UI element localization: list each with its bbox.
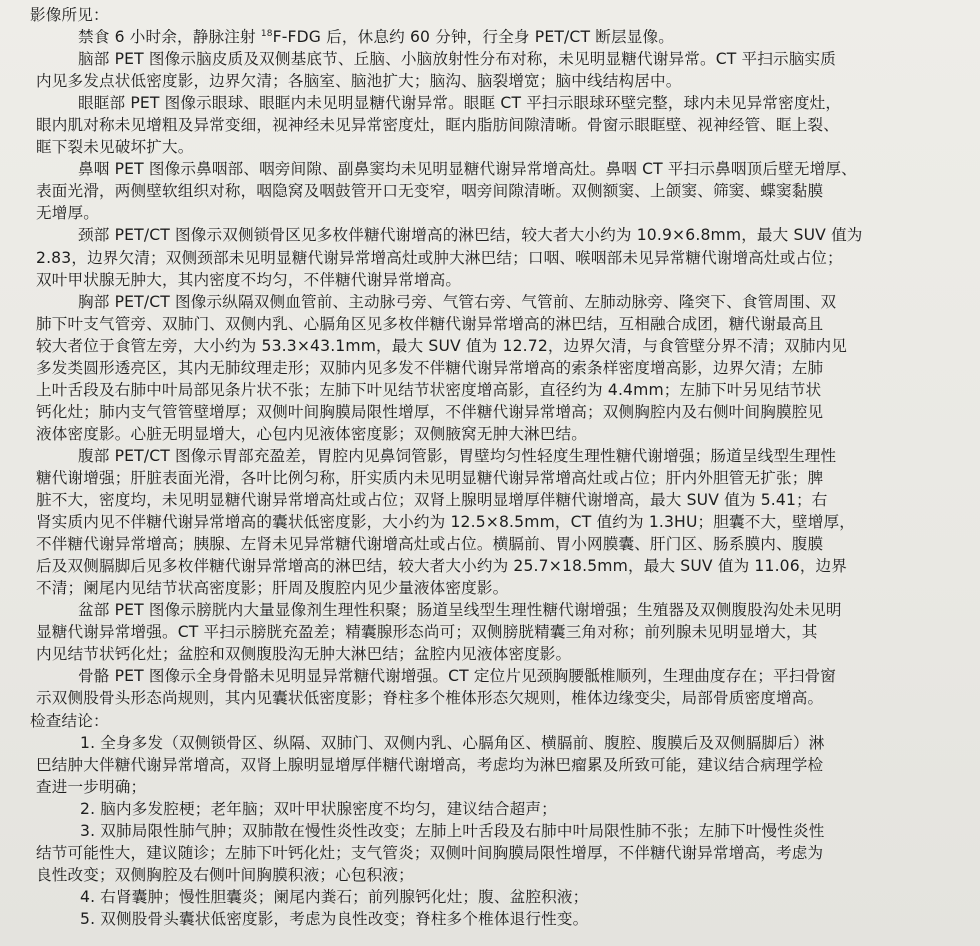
orbit-line-3: 眶下裂未见破坏扩大。 [36, 138, 194, 157]
conclusion-1-line-1: 1. 全身多发（双侧锁骨区、纵隔、双肺门、双侧内乳、心膈角区、横膈前、腹腔、腹膜后及双侧膈脚后）淋 [80, 733, 825, 752]
abdomen-line-3: 脏不大，密度均，未见明显糖代谢异常增高灶或占位；双肾上腺明显增厚伴糖代谢增高，最大 SUV 值为 5.41；右 [36, 491, 828, 510]
orbit-line-2: 眼内肌对称未见增粗及异常变细，视神经未见异常密度灶，眶内脂肪间隙清晰。骨窗示眼眶壁、视神经管、眶上裂、 [36, 116, 839, 135]
pelvis-line-2: 显糖代谢异常增强。CT 平扫示膀胱充盈差；精囊腺形态尚可；双侧膀胱精囊三角对称；前列腺未见明显增大，其 [36, 623, 818, 642]
nasopharynx-line-3: 无增厚。 [36, 204, 99, 223]
conclusion-3-line-1: 3. 双肺局限性肺气肿；双肺散在慢性炎性改变；左肺上叶舌段及右肺中叶局限性肺不张；左肺下叶慢性炎性 [80, 821, 825, 840]
chest-line-6: 钙化灶；肺内支气管管壁增厚；双侧叶间胸膜局限性增厚，不伴糖代谢异常增高；双侧胸腔内及右侧叶间胸膜腔见 [36, 402, 824, 421]
conclusion-3-line-3: 良性改变；双侧胸腔及右侧叶间胸膜积液；心包积液； [36, 865, 414, 884]
abdomen-line-5: 不伴糖代谢异常增高；胰腺、左肾未见异常糖代谢增高灶或占位。横膈前、胃小网膜囊、肝门区、肠系膜内、腹膜 [36, 535, 824, 554]
conclusion-3-line-2: 结节可能性大，建议随诊；左肺下叶钙化灶；支气管炎；双侧叶间胸膜局限性增厚，不伴糖代谢异常增高，考虑为 [36, 843, 824, 862]
brain-line-2: 内见多发点状低密度影，边界欠清；各脑室、脑池扩大；脑沟、脑裂增宽；脑中线结构居中。 [36, 72, 682, 91]
findings-heading: 影像所见： [30, 6, 109, 24]
chest-line-7: 液体密度影。心脏无明显增大，心包内见液体密度影；双侧腋窝无肿大淋巴结。 [36, 424, 588, 443]
chest-line-5: 上叶舌段及右肺中叶局部见条片状不张；左肺下叶见结节状密度增高影，直径约为 4.4mm；左肺下叶另见结节状 [36, 380, 822, 399]
orbit-line-1: 眼眶部 PET 图像示眼球、眼眶内未见明显糖代谢异常。眼眶 CT 平扫示眼球环壁完整，球内未见异常密度灶， [78, 94, 842, 113]
prep-text-post: F-FDG 后，休息约 60 分钟，行全身 PET/CT 断层显像。 [272, 28, 674, 47]
conclusion-heading: 检查结论： [30, 711, 109, 730]
chest-line-4: 多发类圆形透亮区，其内无肺纹理走形；双肺内见多发不伴糖代谢异常增高的索条样密度增高影，边界欠清；左肺 [36, 358, 824, 377]
conclusion-5-line-1: 5. 双侧股骨头囊状低密度影，考虑为良性改变；脊柱多个椎体退行性变。 [80, 909, 589, 928]
abdomen-line-6: 后及双侧膈脚后见多枚伴糖代谢异常增高的淋巴结，较大者大小约为 25.7×18.5mm，最大 SUV 值为 11.06，边界 [36, 557, 848, 576]
nasopharynx-line-1: 鼻咽 PET 图像示鼻咽部、咽旁间隙、副鼻窦均未见明显糖代谢异常增高灶。鼻咽 CT 平扫示鼻咽顶后壁无增厚、 [78, 160, 857, 179]
abdomen-line-2: 糖代谢增强；肝脏表面光滑，各叶比例匀称，肝实质内未见明显糖代谢异常增高灶或占位；肝内外胆管无扩张；脾 [36, 468, 824, 487]
chest-line-1: 胸部 PET/CT 图像示纵隔双侧血管前、主动脉弓旁、气管右旁、气管前、左肺动脉旁、隆突下、食管周围、双 [78, 292, 837, 311]
abdomen-line-4: 肾实质内见不伴糖代谢异常增高的囊状低密度影，大小约为 12.5×8.5mm，CT 值约为 1.3HU；胆囊不大，壁增厚， [36, 513, 855, 532]
nasopharynx-line-2: 表面光滑，两侧壁软组织对称，咽隐窝及咽鼓管开口无变窄，咽旁间隙清晰。双侧额窦、上颌窦、筛窦、蝶窦黏膜 [36, 182, 824, 201]
bone-line-2: 示双侧股骨头形态尚规则，其内见囊状低密度影；脊柱多个椎体形态欠规则，椎体边缘变尖，局部骨质密度增高。 [36, 689, 824, 708]
prep-line [36, 26, 966, 48]
isotope-superscript: 18 [260, 28, 273, 39]
abdomen-line-1: 腹部 PET/CT 图像示胃部充盈差，胃腔内见鼻饲管影，胃壁均匀性轻度生理性糖代谢增强；肠道呈线型生理性 [78, 446, 837, 465]
conclusion-1-line-2: 巴结肿大伴糖代谢异常增高，双肾上腺明显增厚伴糖代谢增高，考虑均为淋巴瘤累及所致可能，建议结合病理学检 [36, 755, 824, 774]
abdomen-line-7: 不清；阑尾内见结节状高密度影；肝周及腹腔内见少量液体密度影。 [36, 579, 509, 598]
bone-line-1: 骨骼 PET 图像示全身骨骼未见明显异常糖代谢增强。CT 定位片见颈胸腰骶椎顺列，生理曲度存在；平扫骨窗 [78, 667, 836, 686]
chest-line-3: 较大者位于食管左旁，大小约为 53.3×43.1mm，最大 SUV 值为 12.72，边界欠清，与食管壁分界不清；双肺内见 [36, 336, 848, 355]
pelvis-line-3: 内见结节状钙化灶；盆腔和双侧腹股沟无肿大淋巴结；盆腔内见液体密度影。 [36, 645, 572, 664]
neck-line-3: 双叶甲状腺无肿大，其内密度不均匀，不伴糖代谢异常增高。 [36, 270, 462, 289]
neck-line-1: 颈部 PET/CT 图像示双侧锁骨区见多枚伴糖代谢增高的淋巴结，较大者大小约为 10.9×6.8mm，最大 SUV 值为 [78, 226, 863, 245]
prep-text-pre: 禁食 6 小时余，静脉注射 [78, 28, 261, 47]
pelvis-line-1: 盆部 PET 图像示膀胱内大量显像剂生理性积聚；肠道呈线型生理性糖代谢增强；生殖器及双侧腹股沟处未见明 [78, 601, 842, 620]
conclusion-2-line-1: 2. 脑内多发腔梗；老年脑；双叶甲状腺密度不均匀，建议结合超声； [80, 799, 557, 818]
conclusion-1-line-3: 查进一步明确； [36, 777, 147, 796]
conclusion-4-line-1: 4. 右肾囊肿；慢性胆囊炎；阑尾内粪石；前列腺钙化灶；腹、盆腔积液； [80, 887, 589, 906]
brain-line-1: 脑部 PET 图像示脑皮质及双侧基底节、丘脑、小脑放射性分布对称，未见明显糖代谢异常。CT 平扫示脑实质 [78, 50, 836, 69]
neck-line-2: 2.83，边界欠清；双侧颈部未见明显糖代谢异常增高灶或肿大淋巴结；口咽、喉咽部未见异常糖代谢增高灶或占位； [36, 248, 843, 267]
chest-line-2: 肺下叶支气管旁、双肺门、双侧内乳、心膈角区见多枚伴糖代谢异常增高的淋巴结，互相融合成团，糖代谢最高且 [36, 314, 824, 333]
